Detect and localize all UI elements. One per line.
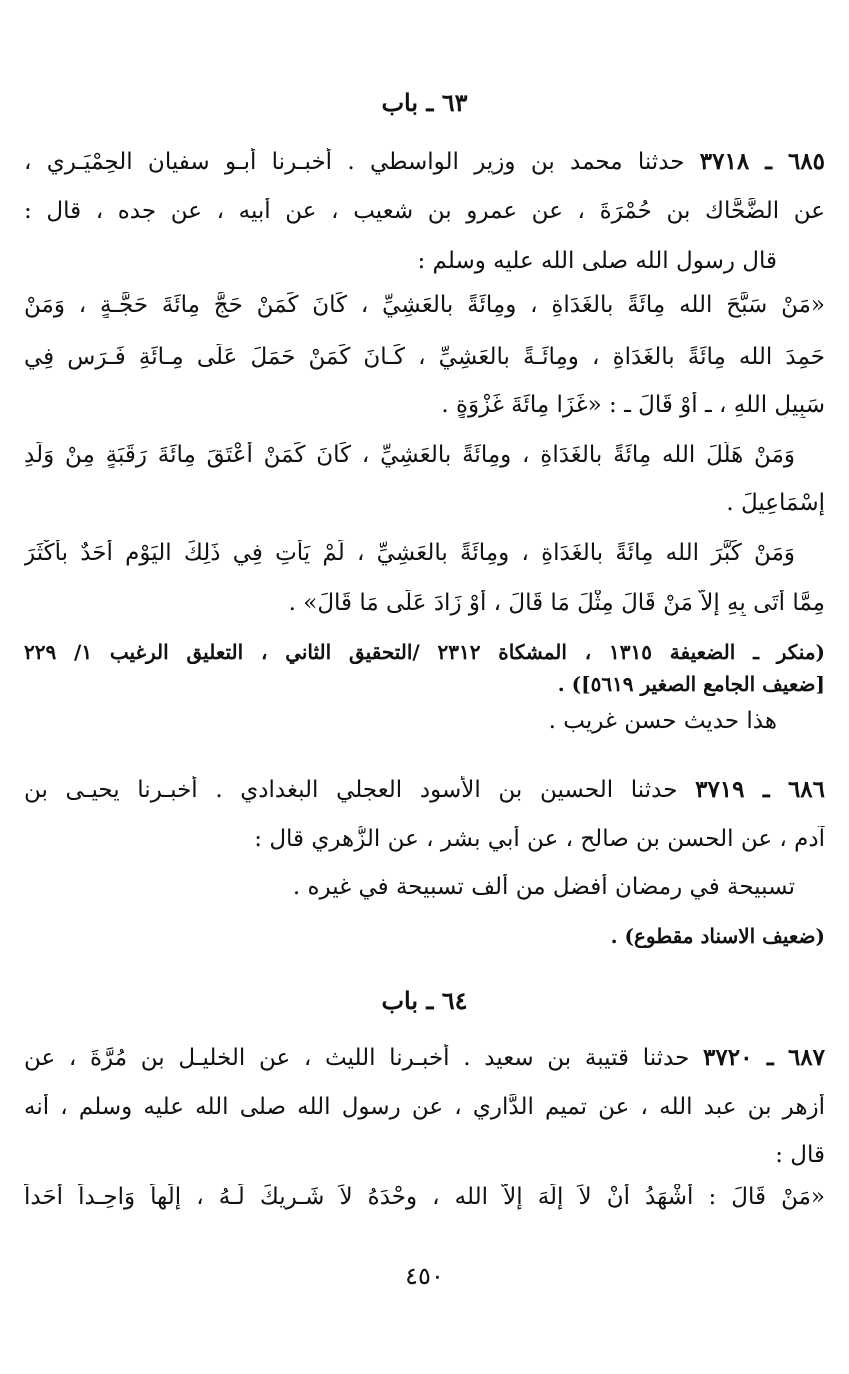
hadith-687-line-4: «مَنْ قَالَ : أَشْهَدُ أَنْ لاَ إِلَهَ إِلاَّ الله ، وحْدَهُ لاَ شَـرِيكَ لَـهُ ، إِلَهاً وَاحِـداً أَحَداً [24,1184,825,1210]
hadith-text: حدثنا محمد بن وزير الواسطي . أخبـرنا أبـو سفيان الحِمْيَـري ، [24,149,685,175]
hadith-687-line-3: قال : [775,1142,825,1168]
hadith-number: ٦٨٥ ـ ٣٧١٨ [699,148,825,175]
chapter-heading-63: ٦٣ ـ باب [381,88,468,117]
chapter-heading-64: ٦٤ ـ باب [381,986,468,1015]
hadith-685-line-5: حَمِدَ الله مِائَةً بالغَدَاةِ ، ومِائَـةً بالعَشِيِّ ، كَـانَ كَمَنْ حَمَلَ عَلَى مِـائَةِ فَـرَسٍ فِي [24,344,825,370]
hadith-text: حدثنا قتيبة بن سعيد . أخبـرنا الليث ، عن الخليـل بن مُرَّةَ ، عن [24,1045,690,1071]
hadith-685-line-3: قال رسول الله صلى الله عليه وسلم : [417,248,777,274]
tirmidhi-comment: هذا حديث حسن غريب . [548,708,777,734]
hadith-685-line-2: عن الضَّحَّاك بن حُمْرَةَ ، عن عمرو بن شعيب ، عن أبيه ، عن جده ، قال : [24,198,825,224]
hadith-685-line-6: سَبِيلِ اللهِ ، ـ أَوْ قَالَ ـ : «غَزَا مِائَةَ غَزْوَةٍ . [441,392,825,418]
hadith-number: ٦٨٦ ـ ٣٧١٩ [695,776,825,803]
grading-note-686: (ضعيف الاسناد مقطوع) . [610,924,825,948]
hadith-686-line-3: تسبيحة في رمضان أفضل من ألف تسبيحة في غيره . [292,874,795,900]
hadith-text: حدثنا الحسين بن الأسود العجلي البغدادي . أخبـرنا يحيـى بن [24,777,678,803]
hadith-686-line-1 [24,776,825,803]
hadith-685-line-9: وَمَنْ كَبَّرَ الله مِائَةً بالغَدَاةِ ، ومِائَةً بالعَشِيِّ ، لَمْ يَأْتِ فِي ذَلِكَ اليَوْمِ أَحَدٌ بأَكْثَرَ [24,540,795,566]
hadith-685-line-10: مِمَّا أَتَى بِهِ إِلاَّ مَنْ قَالَ مِثْلَ مَا قَالَ ، أَوْ زَادَ عَلَى مَا قَالَ» . [288,590,825,616]
hadith-685-line-8: إِسْمَاعِيلَ . [726,490,825,516]
page-number: ٤٥٠ [405,1262,444,1290]
hadith-685-line-4: «مَنْ سَبَّحَ الله مِائَةً بالغَدَاةِ ، ومِائَةً بالعَشِيِّ ، كَانَ كَمَنْ حَجَّ مِائَةَ حَجَّـةٍ ، وَمَنْ [24,292,825,318]
grading-note-line-1: (منكر ـ الضعيفة ١٣١٥ ، المشكاة ٢٣١٢ /التحقيق الثاني ، التعليق الرغيب ١/ ٢٢٩ [24,640,825,664]
hadith-685-line-1 [24,148,825,175]
hadith-686-line-2: آدم ، عن الحسن بن صالح ، عن أبي بشر ، عن الزُّهري قال : [254,826,825,852]
hadith-685-line-7: وَمَنْ هَلَّلَ الله مِائَةً بالغَدَاةِ ، ومِائَةً بالعَشِيِّ ، كَانَ كَمَنْ أَعْتَقَ مِائَةَ رَقَبَةٍ مِنْ وَلَدِ [24,442,795,468]
hadith-number: ٦٨٧ ـ ٣٧٢٠ [703,1044,825,1071]
hadith-687-line-2: أزهر بن عبد الله ، عن تميم الدَّاري ، عن رسول الله صلى الله عليه وسلم ، أنه [24,1094,825,1120]
hadith-687-line-1 [24,1044,825,1071]
grading-note-line-2: [ضعيف الجامع الصغير ٥٦١٩]) . [557,672,825,696]
